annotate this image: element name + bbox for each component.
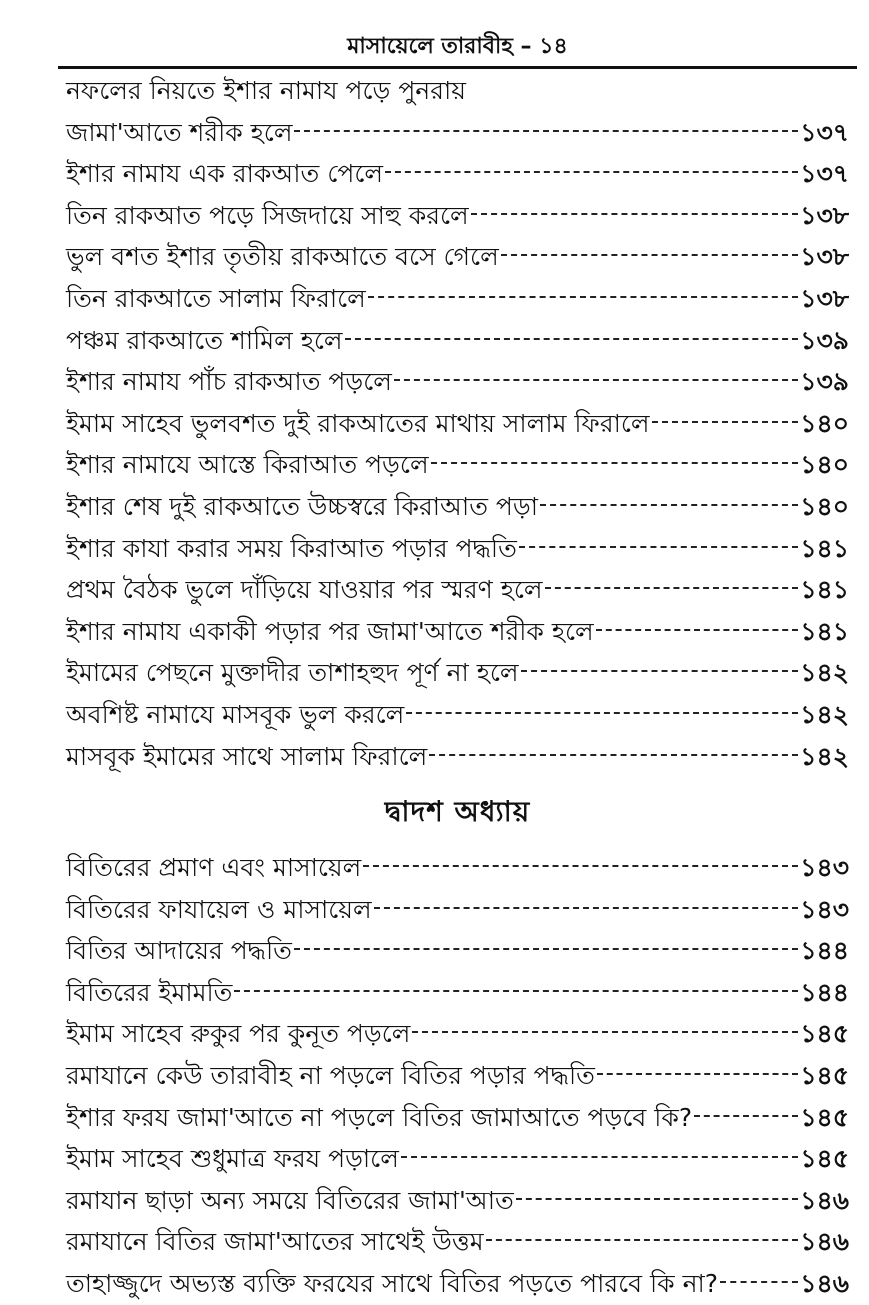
toc-entry-title: রমাযান ছাড়া অন্য সময়ে বিতিরের জামা'আত <box>66 1185 514 1215</box>
dot-leader <box>471 213 799 215</box>
toc-entry-title: ইমাম সাহেব ভুলবশত দুই রাকআতের মাথায় সালাম ফিরালে <box>66 408 650 438</box>
toc-entry <box>66 403 849 445</box>
toc-entry <box>66 528 849 570</box>
toc-entry <box>66 444 849 486</box>
toc-entry-title: ইশার নামায পাঁচ রাকআত পড়লে <box>66 367 392 397</box>
toc-entry-title: বিতিরের ইমামতি <box>66 977 233 1007</box>
toc-entry-page-number: ১৪৫ <box>800 1061 849 1091</box>
toc-entry-page-number: ১৪১ <box>800 616 849 646</box>
toc-entry-title: তিন রাকআত পড়ে সিজদায়ে সাহু করলে <box>66 200 469 230</box>
toc-entry-page-number: ১৪৩ <box>800 894 849 924</box>
dot-leader <box>401 1156 798 1158</box>
toc-entry-page-number: ১৪২ <box>800 658 849 688</box>
toc-entry-title: ইশার নামাযে আস্তে কিরাআত পড়লে <box>66 450 429 480</box>
toc-entry-title: ইমাম সাহেব রুকুর পর কুনূত পড়লে <box>66 1019 411 1049</box>
toc-entry-title: অবশিষ্ট নামাযে মাসবূক ভুল করলে <box>66 699 405 729</box>
table-of-contents <box>66 70 849 1305</box>
toc-entry-title: ইশার ফরয জামা'আতে না পড়লে বিতির জামাআতে পড়বে কি? <box>66 1102 693 1132</box>
toc-entry-page-number: ১৩৮ <box>800 242 849 272</box>
toc-entry-page-number: ১৪৬ <box>800 1269 849 1299</box>
toc-entry-title: তিন রাকআতে সালাম ফিরালে <box>66 283 366 313</box>
toc-entry-page-number: ১৪২ <box>800 741 849 771</box>
dot-leader <box>516 1198 799 1200</box>
toc-entry-title: ইশার কাযা করার সময় কিরাআত পড়ার পদ্ধতি <box>66 533 517 563</box>
toc-entry-title: রমাযানে বিতির জামা'আতের সাথেই উত্তম <box>66 1227 484 1257</box>
toc-entry-page-number: ১৪০ <box>800 450 849 480</box>
dot-leader <box>540 504 798 506</box>
dot-leader <box>545 587 799 589</box>
dot-leader <box>294 948 798 950</box>
dot-leader <box>486 1239 799 1241</box>
toc-entry <box>66 569 849 611</box>
dot-leader <box>596 629 799 631</box>
toc-entry-title: প্রথম বৈঠক ভুলে দাঁড়িয়ে যাওয়ার পর স্মরণ হলে <box>66 575 543 605</box>
toc-entry <box>66 1097 849 1139</box>
dot-leader <box>345 338 799 340</box>
dot-leader <box>234 990 798 992</box>
toc-entry <box>66 847 849 889</box>
dot-leader <box>363 865 798 867</box>
toc-entry <box>66 320 849 362</box>
toc-entry-page-number: ১৪৪ <box>800 977 849 1007</box>
toc-entry-page-number: ১৩৯ <box>800 325 849 355</box>
toc-entry-title: বিতির আদায়ের পদ্ধতি <box>66 936 292 966</box>
toc-entry <box>66 153 849 195</box>
dot-leader <box>368 296 799 298</box>
toc-entry-title: ইশার নামায এক রাকআত পেলে <box>66 159 383 189</box>
toc-entry <box>66 486 849 528</box>
dot-leader <box>374 907 799 909</box>
toc-entry-title: নফলের নিয়তে ইশার নামায পড়ে পুনরায় <box>66 76 466 105</box>
toc-entry-page-number: ১৩৮ <box>800 200 849 230</box>
toc-entry-title: বিতিরের ফাযায়েল ও মাসায়েল <box>66 894 372 924</box>
toc-entry-title: জামা'আতে শরীক হলে <box>66 117 293 147</box>
toc-entry-title: তাহাজ্জুদে অভ্যস্ত ব্যক্তি ফরযের সাথে বিতির পড়তে পারবে কি না? <box>66 1269 719 1299</box>
toc-entry <box>66 1180 849 1222</box>
toc-entry <box>66 736 849 778</box>
toc-entry-page-number: ১৪০ <box>800 408 849 438</box>
toc-entry <box>66 195 849 237</box>
toc-entry-page-number: ১৩৭ <box>800 159 849 189</box>
dot-leader <box>597 1073 798 1075</box>
toc-entry-page-number: ১৪২ <box>800 699 849 729</box>
toc-entry-title: ইমাম সাহেব শুধুমাত্র ফরয পড়ালে <box>66 1144 399 1174</box>
toc-entry-page-number: ১৪১ <box>800 533 849 563</box>
toc-section-1 <box>66 70 849 777</box>
toc-entry <box>66 930 849 972</box>
toc-entry-title: পঞ্চম রাকআতে শামিল হলে <box>66 325 343 355</box>
dot-leader <box>429 754 798 756</box>
toc-entry <box>66 972 849 1014</box>
toc-section-2 <box>66 847 849 1305</box>
dot-leader <box>652 421 799 423</box>
dot-leader <box>385 171 798 173</box>
toc-entry-title: রমাযানে কেউ তারাবীহ না পড়লে বিতির পড়ার পদ্ধতি <box>66 1061 595 1091</box>
toc-entry-page-number: ১৪৫ <box>800 1019 849 1049</box>
dot-leader <box>519 546 798 548</box>
chapter-heading: দ্বাদশ অধ্যায় <box>384 795 531 829</box>
toc-entry-page-number: ১৪৫ <box>800 1102 849 1132</box>
toc-entry <box>66 236 849 278</box>
toc-entry <box>66 361 849 403</box>
toc-entry <box>66 611 849 653</box>
toc-entry-title: ভুল বশত ইশার তৃতীয় রাকআতে বসে গেলে <box>66 242 499 272</box>
toc-entry-page-number: ১৪০ <box>800 491 849 521</box>
dot-leader <box>431 462 799 464</box>
toc-entry <box>66 1055 849 1097</box>
toc-entry-page-number: ১৩৯ <box>800 367 849 397</box>
toc-entry <box>66 70 849 112</box>
toc-entry-page-number: ১৩৮ <box>800 283 849 313</box>
toc-entry-title: মাসবূক ইমামের সাথে সালাম ফিরালে <box>66 741 428 771</box>
dot-leader <box>412 1031 798 1033</box>
dot-leader <box>720 1281 798 1283</box>
toc-entry <box>66 652 849 694</box>
dot-leader <box>294 130 798 132</box>
toc-entry-page-number: ১৩৭ <box>800 117 849 147</box>
toc-entry-page-number: ১৪৬ <box>800 1227 849 1257</box>
toc-entry-page-number: ১৪৪ <box>800 936 849 966</box>
dot-leader <box>394 379 798 381</box>
toc-entry-title: ইশার নামায একাকী পড়ার পর জামা'আতে শরীক হলে <box>66 616 594 646</box>
toc-entry <box>66 278 849 320</box>
toc-entry <box>66 112 849 154</box>
toc-entry-title: ইশার শেষ দুই রাকআতে উচ্চস্বরে কিরাআত পড়া <box>66 491 538 521</box>
toc-entry-title: ইমামের পেছনে মুক্তাদীর তাশাহহুদ পূর্ণ না হলে <box>66 658 519 688</box>
toc-entry <box>66 889 849 931</box>
toc-entry-page-number: ১৪৩ <box>800 853 849 883</box>
running-header: মাসায়েলে তারাবীহ – ১৪ <box>347 34 568 59</box>
toc-entry <box>66 1013 849 1055</box>
toc-entry-page-number: ১৪১ <box>800 575 849 605</box>
toc-entry <box>66 1138 849 1180</box>
dot-leader <box>694 1115 798 1117</box>
dot-leader <box>521 670 799 672</box>
toc-entry-page-number: ১৪৫ <box>800 1144 849 1174</box>
dot-leader <box>501 254 799 256</box>
toc-entry <box>66 1263 849 1305</box>
toc-entry-page-number: ১৪৬ <box>800 1185 849 1215</box>
toc-entry <box>66 1221 849 1263</box>
toc-entry-title: বিতিরের প্রমাণ এবং মাসায়েল <box>66 853 362 883</box>
toc-entry <box>66 694 849 736</box>
dot-leader <box>406 712 798 714</box>
header-rule <box>58 66 857 69</box>
